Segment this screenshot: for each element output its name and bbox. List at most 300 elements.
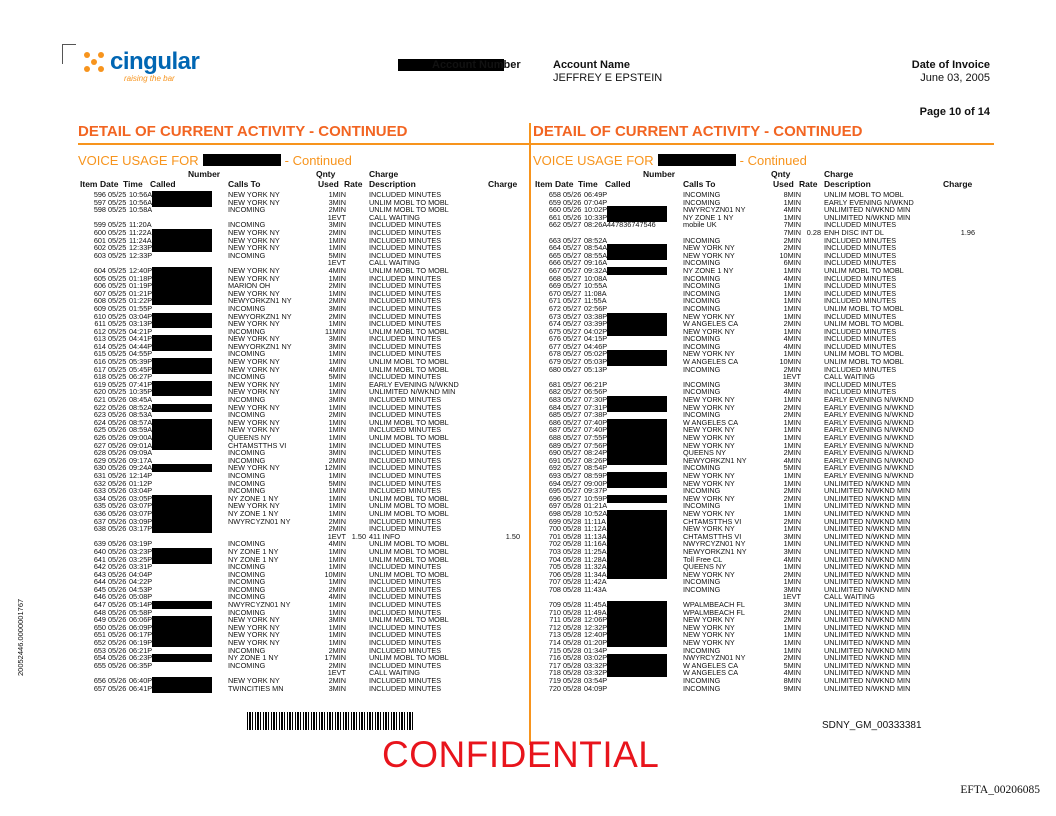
- qty-used: 1MIN: [328, 319, 346, 329]
- calls-to: INCOMING: [683, 334, 721, 344]
- calls-to: NEW YORK NY: [228, 235, 280, 245]
- item-number: 646: [93, 592, 106, 602]
- charge-description: UNLIMITED N/WKND MIN: [824, 205, 911, 215]
- call-date: 05/25: [108, 372, 127, 382]
- call-time: 03:09P: [129, 516, 153, 526]
- qty-used: 3MIN: [328, 341, 346, 351]
- call-time: 03:04P: [129, 486, 153, 496]
- account-number-label: Account Number: [432, 59, 521, 71]
- charge-description: UNLIMITED N/WKND MIN: [824, 600, 911, 610]
- call-date: 05/28: [563, 569, 582, 579]
- call-date: 05/28: [563, 653, 582, 663]
- item-number: 666: [548, 258, 561, 268]
- qty-used: 1MIN: [328, 433, 346, 442]
- call-date: 05/27: [563, 243, 582, 253]
- call-date: 05/25: [108, 190, 127, 199]
- call-date: 05/27: [563, 379, 582, 389]
- calls-to: NEW YORK NY: [228, 676, 280, 685]
- item-number: 661: [548, 212, 561, 222]
- call-date: 05/26: [108, 554, 127, 564]
- item-number: 717: [548, 660, 561, 670]
- call-date: 05/25: [108, 311, 127, 321]
- item-number: 630: [93, 463, 106, 473]
- calls-to: NEWYORKZN1 NY: [683, 455, 747, 465]
- call-date: 05/25: [108, 349, 127, 359]
- call-date: 05/27: [563, 478, 582, 488]
- voice-usage-heading: [78, 153, 539, 167]
- call-time: 08:45A: [129, 395, 153, 405]
- call-date: 05/27: [563, 402, 582, 412]
- call-date: 05/27: [563, 433, 582, 442]
- table-row: [533, 685, 994, 693]
- call-date: 05/25: [108, 205, 127, 215]
- qty-used: 1EVT: [327, 258, 346, 268]
- item-number: 627: [93, 440, 106, 450]
- qty-used: 4MIN: [783, 554, 801, 564]
- charge-description: INCLUDED MINUTES: [369, 273, 442, 283]
- call-time: 01:34P: [584, 645, 608, 655]
- call-date: 05/26: [563, 205, 582, 215]
- call-time: 12:32P: [584, 622, 608, 632]
- item-number: 682: [548, 387, 561, 397]
- calls-to: NEW YORK NY: [228, 273, 280, 283]
- table-header: [533, 169, 994, 191]
- call-time: 10:55A: [584, 281, 608, 291]
- call-time: 09:32A: [584, 265, 608, 275]
- calls-to: INCOMING: [228, 592, 266, 602]
- item-number: 658: [548, 190, 561, 199]
- call-time: 12:40P: [129, 265, 153, 275]
- qty-used: 1MIN: [328, 190, 346, 199]
- charge-description: UNLIMITED N/WKND MIN: [824, 645, 911, 655]
- calls-to: NEW YORK NY: [228, 501, 280, 511]
- header-charge: Charge: [488, 179, 518, 189]
- rate: 1.50: [351, 531, 366, 541]
- call-date: 05/27: [563, 493, 582, 503]
- qty-used: 1MIN: [328, 486, 346, 496]
- calls-to: INCOMING: [683, 410, 721, 420]
- call-time: 03:13P: [129, 319, 153, 329]
- qty-used: 4MIN: [783, 455, 801, 465]
- charge-description: CALL WAITING: [369, 668, 420, 678]
- calls-to: INCOMING: [683, 281, 721, 291]
- charge-description: INCLUDED MINUTES: [369, 600, 442, 610]
- call-time: 09:16A: [584, 258, 608, 268]
- calls-to: CHTAMSTTHS VI: [683, 516, 742, 526]
- charge-description: UNLIMITED N/WKND MIN: [824, 508, 911, 518]
- call-date: 05/25: [108, 235, 127, 245]
- qty-used: 1MIN: [783, 303, 801, 313]
- calls-to: INCOMING: [683, 387, 721, 397]
- call-date: 05/26: [108, 600, 127, 610]
- charge-description: INCLUDED MINUTES: [824, 243, 897, 253]
- detail-column-left: [78, 123, 539, 692]
- qty-used: 8MIN: [783, 190, 801, 199]
- item-number: 689: [548, 440, 561, 450]
- item-number: 654: [93, 653, 106, 663]
- call-date: 05/26: [108, 638, 127, 648]
- calls-to: NY ZONE 1 NY: [683, 212, 734, 222]
- call-time: 07:41P: [129, 379, 153, 389]
- call-time: 06:27P: [129, 372, 153, 382]
- calls-to: NY ZONE 1 NY: [683, 265, 734, 275]
- charge-description: UNLIM MOBL TO MOBL: [369, 508, 449, 518]
- charge-description: INCLUDED MINUTES: [369, 243, 442, 253]
- call-time: 03:38P: [584, 311, 608, 321]
- qty-used: 1MIN: [328, 622, 346, 632]
- calls-to: INCOMING: [228, 303, 266, 313]
- call-time: 06:23P: [129, 653, 153, 663]
- qty-used: 11MIN: [325, 326, 346, 336]
- call-time: 03:39P: [584, 319, 608, 329]
- call-date: 05/25: [108, 273, 127, 283]
- call-time: 03:31P: [129, 562, 153, 572]
- charge-description: UNLIMITED N/WKND MIN: [824, 622, 911, 632]
- item-number: 617: [93, 364, 106, 374]
- call-time: 01:12P: [129, 478, 153, 488]
- item-number: 699: [548, 516, 561, 526]
- call-time: 01:21P: [129, 288, 153, 298]
- qty-used: 3MIN: [328, 334, 346, 344]
- calls-to: INCOMING: [683, 683, 721, 693]
- crop-mark: [62, 44, 76, 64]
- qty-used: 6MIN: [783, 258, 801, 268]
- call-time: 04:15P: [584, 334, 608, 344]
- charge-description: UNLIM MOBL TO MOBL: [824, 357, 904, 367]
- charge-description: UNLIM MOBL TO MOBL: [369, 554, 449, 564]
- item-number: 622: [93, 402, 106, 412]
- call-time: 01:18P: [129, 273, 153, 283]
- call-time: 04:09P: [584, 683, 608, 693]
- calls-to: QUEENS NY: [228, 433, 271, 442]
- call-date: 05/25: [108, 334, 127, 344]
- calls-to: NEW YORK NY: [228, 463, 280, 473]
- calls-to: W ANGELES CA: [683, 660, 739, 670]
- call-date: 05/26: [108, 683, 127, 693]
- call-date: 05/27: [563, 486, 582, 496]
- qty-used: 1MIN: [328, 508, 346, 518]
- call-time: 03:07P: [129, 508, 153, 518]
- item-number: 668: [548, 273, 561, 283]
- call-date: 05/25: [108, 303, 127, 313]
- item-number: 611: [94, 319, 106, 329]
- item-number: 714: [548, 638, 561, 648]
- call-time: 03:04P: [129, 311, 153, 321]
- calls-to: NEWYORKZN1 NY: [228, 341, 292, 351]
- item-number: 648: [93, 607, 106, 617]
- call-time: 04:21P: [129, 326, 153, 336]
- qty-used: 1MIN: [783, 433, 801, 442]
- item-number: 678: [548, 349, 561, 359]
- call-date: 05/27: [563, 220, 582, 230]
- charge-description: INCLUDED MINUTES: [369, 630, 442, 640]
- qty-used: 2MIN: [783, 493, 801, 503]
- qty-used: 1MIN: [783, 577, 801, 587]
- call-date: 05/28: [563, 615, 582, 625]
- item-number: 621: [93, 395, 106, 405]
- qty-used: 1MIN: [328, 470, 346, 480]
- charge-description: UNLIMITED N/WKND MIN: [824, 554, 911, 564]
- call-date: 05/27: [563, 334, 582, 344]
- call-date: 05/26: [108, 493, 127, 503]
- qty-used: 1MIN: [783, 630, 801, 640]
- call-date: 05/27: [563, 319, 582, 329]
- calls-to: INCOMING: [683, 303, 721, 313]
- qty-used: 1MIN: [328, 273, 346, 283]
- qty-used: 2MIN: [328, 311, 346, 321]
- charge-description: INCLUDED MINUTES: [369, 220, 442, 230]
- item-number: 597: [93, 197, 106, 207]
- calls-to: NEW YORK NY: [228, 622, 280, 632]
- charge-description: INCLUDED MINUTES: [369, 607, 442, 617]
- charge-description: CALL WAITING: [369, 212, 420, 222]
- call-date: 05/27: [563, 357, 582, 367]
- charge-description: UNLIMITED N/WKND MIN: [824, 501, 911, 511]
- calls-to: NEW YORK NY: [228, 357, 280, 367]
- item-number: 709: [548, 600, 561, 610]
- qty-used: 4MIN: [328, 265, 346, 275]
- call-time: 04:53P: [129, 584, 153, 594]
- item-number: 633: [93, 486, 106, 496]
- calls-to: NEW YORK NY: [228, 364, 280, 374]
- charge-description: EARLY EVENING N/WKND: [824, 402, 914, 412]
- calls-to: NEW YORK NY: [683, 508, 735, 518]
- item-number: 692: [548, 463, 561, 473]
- call-date: 05/27: [563, 265, 582, 275]
- calls-to: NEW YORK NY: [228, 190, 280, 199]
- qty-used: 1MIN: [783, 638, 801, 648]
- item-number: 686: [548, 417, 561, 427]
- charge-description: UNLIMITED N/WKND MIN: [824, 638, 911, 648]
- call-date: 05/26: [108, 516, 127, 526]
- call-date: 05/26: [108, 660, 127, 670]
- item-number: 671: [548, 296, 561, 306]
- detail-column-right: [533, 123, 994, 692]
- calls-to: NEW YORK NY: [683, 622, 735, 632]
- calls-to: NEW YORK NY: [228, 425, 280, 435]
- calls-to: INCOMING: [228, 448, 266, 458]
- qty-used: 1MIN: [328, 600, 346, 610]
- calls-to: W ANGELES CA: [683, 417, 739, 427]
- barcode: [247, 712, 413, 730]
- charge-description: UNLIMITED N/WKND MIN: [824, 478, 911, 488]
- bates-number: SDNY_GM_00333381: [822, 720, 922, 731]
- call-date: 05/26: [108, 455, 127, 465]
- calls-to: W ANGELES CA: [683, 357, 739, 367]
- charge-description: ENH DISC INT DL: [824, 227, 884, 237]
- item-number: 681: [548, 379, 561, 389]
- qty-used: 17MIN: [324, 653, 346, 663]
- qty-used: 2MIN: [328, 227, 346, 237]
- item-number: 683: [548, 395, 561, 405]
- calls-to: NY ZONE 1 NY: [228, 508, 279, 518]
- call-time: 11:20A: [129, 220, 152, 230]
- qty-used: 1EVT: [782, 372, 801, 382]
- call-time: 09:24A: [129, 463, 153, 473]
- call-date: 05/25: [108, 387, 127, 397]
- calls-to: W ANGELES CA: [683, 319, 739, 329]
- qty-used: 1MIN: [783, 288, 801, 298]
- charge-description: INCLUDED MINUTES: [369, 478, 442, 488]
- number-called: 447836747546: [607, 220, 656, 230]
- charge-description: UNLIM MOBL TO MOBL: [824, 265, 904, 275]
- call-time: 10:02P: [584, 205, 608, 215]
- item-number: 639: [93, 539, 106, 549]
- charge-description: EARLY EVENING N/WKND: [824, 395, 914, 405]
- call-date: 05/27: [563, 341, 582, 351]
- qty-used: 1MIN: [328, 630, 346, 640]
- charge-description: UNLIMITED N/WKND MIN: [369, 387, 456, 397]
- call-date: 05/28: [563, 660, 582, 670]
- item-number: 674: [548, 319, 561, 329]
- charge-description: UNLIM MOBL TO MOBL: [369, 501, 449, 511]
- qty-used: 1EVT: [782, 592, 801, 602]
- cingular-x-icon: [84, 52, 104, 72]
- item-number: 624: [93, 417, 106, 427]
- call-time: 05:08P: [129, 592, 153, 602]
- qty-used: 1MIN: [783, 622, 801, 632]
- calls-to: NWYRCYZN01 NY: [683, 539, 746, 549]
- item-number: 701: [548, 531, 561, 541]
- page-number: Page 10 of 14: [919, 106, 990, 118]
- calls-to: INCOMING: [683, 577, 721, 587]
- item-number: 705: [548, 562, 561, 572]
- charge-description: INCLUDED MINUTES: [369, 486, 442, 496]
- call-date: 05/27: [563, 463, 582, 473]
- calls-to: CHTAMSTTHS VI: [683, 531, 742, 541]
- qty-used: 3MIN: [328, 448, 346, 458]
- calls-to: INCOMING: [683, 645, 721, 655]
- call-date: 05/27: [563, 296, 582, 306]
- qty-used: 3MIN: [328, 197, 346, 207]
- call-date: 05/25: [108, 326, 127, 336]
- account-name-label: Account Name: [553, 59, 631, 71]
- call-time: 01:20P: [584, 638, 608, 648]
- charge-description: INCLUDED MINUTES: [369, 584, 442, 594]
- qty-used: 2MIN: [328, 455, 346, 465]
- qty-used: 3MIN: [328, 303, 346, 313]
- call-date: 05/26: [108, 676, 127, 685]
- item-number: 672: [548, 303, 561, 313]
- charge-description: INCLUDED MINUTES: [369, 470, 442, 480]
- call-time: 11:12A: [584, 524, 607, 534]
- calls-to: INCOMING: [228, 645, 266, 655]
- call-date: 05/25: [108, 250, 127, 260]
- call-date: 05/26: [108, 607, 127, 617]
- call-time: 10:52A: [584, 508, 608, 518]
- qty-used: 1EVT: [327, 668, 346, 678]
- calls-to: INCOMING: [228, 372, 266, 382]
- call-date: 05/25: [108, 227, 127, 237]
- item-number: 693: [548, 470, 561, 480]
- charge-description: UNLIM MOBL TO MOBL: [824, 319, 904, 329]
- item-number: 643: [93, 569, 106, 579]
- charge-description: INCLUDED MINUTES: [369, 334, 442, 344]
- call-date: 05/26: [108, 569, 127, 579]
- call-date: 05/25: [108, 281, 127, 291]
- table-header: [78, 169, 539, 191]
- call-date: 05/25: [108, 197, 127, 207]
- call-date: 05/26: [108, 440, 127, 450]
- charge-description: INCLUDED MINUTES: [824, 334, 897, 344]
- qty-used: 1MIN: [783, 212, 801, 222]
- voice-usage-suffix: - Continued: [739, 153, 807, 168]
- item-number: 632: [93, 478, 106, 488]
- charge-description: EARLY EVENING N/WKND: [824, 425, 914, 435]
- charge-description: INCLUDED MINUTES: [369, 395, 442, 405]
- charge-description: INCLUDED MINUTES: [369, 190, 442, 199]
- item-number: 660: [548, 205, 561, 215]
- call-time: 04:22P: [129, 577, 153, 587]
- calls-to: NEWYORKZN1 NY: [228, 296, 292, 306]
- qty-used: 10MIN: [779, 357, 801, 367]
- qty-used: 1MIN: [783, 508, 801, 518]
- calls-to: INCOMING: [228, 470, 266, 480]
- call-date: 05/25: [108, 220, 127, 230]
- call-time: 11:11A: [584, 516, 607, 526]
- charge-description: INCLUDED MINUTES: [824, 311, 897, 321]
- charge-description: INCLUDED MINUTES: [824, 281, 897, 291]
- call-date: 05/26: [108, 645, 127, 655]
- qty-used: 4MIN: [328, 539, 346, 549]
- qty-used: 1MIN: [328, 425, 346, 435]
- item-number: 638: [93, 524, 106, 534]
- call-time: 05:45P: [129, 364, 153, 374]
- call-date: 05/26: [108, 395, 127, 405]
- calls-to: NEW YORK NY: [228, 334, 280, 344]
- call-date: 05/26: [108, 592, 127, 602]
- calls-to: NEW YORK NY: [228, 243, 280, 253]
- charge-description: INCLUDED MINUTES: [369, 645, 442, 655]
- qty-used: 2MIN: [783, 364, 801, 374]
- call-date: 05/28: [563, 630, 582, 640]
- charge-description: UNLIM MOBL TO MOBL: [369, 364, 449, 374]
- calls-to: INCOMING: [683, 486, 721, 496]
- account-name: JEFFREY E EPSTEIN: [553, 72, 663, 84]
- charge-description: INCLUDED MINUTES: [369, 592, 442, 602]
- charge-description: UNLIMITED N/WKND MIN: [824, 668, 911, 678]
- calls-to: WPALMBEACH FL: [683, 600, 745, 610]
- table-row: [78, 685, 539, 693]
- item-number: 625: [93, 425, 106, 435]
- calls-to: NEW YORK NY: [683, 395, 735, 405]
- qty-used: 1MIN: [328, 357, 346, 367]
- calls-to: INCOMING: [683, 296, 721, 306]
- calls-to: NEW YORK NY: [228, 197, 280, 207]
- calls-to: NEW YORK NY: [228, 638, 280, 648]
- qty-used: 3MIN: [328, 395, 346, 405]
- header-used: Used: [318, 179, 339, 189]
- call-time: 12:14P: [129, 470, 153, 480]
- charge-description: EARLY EVENING N/WKND: [369, 379, 459, 389]
- call-date: 05/26: [108, 562, 127, 572]
- call-date: 05/27: [563, 311, 582, 321]
- qty-used: 2MIN: [783, 235, 801, 245]
- header-charge-top: Charge: [369, 169, 399, 179]
- call-time: 08:52A: [129, 402, 153, 412]
- item-number: 613: [93, 334, 106, 344]
- call-time: 06:56P: [584, 387, 608, 397]
- calls-to: W ANGELES CA: [683, 668, 739, 678]
- calls-to: NEW YORK NY: [228, 615, 280, 625]
- call-date: 05/27: [563, 258, 582, 268]
- charge-description: INCLUDED MINUTES: [369, 463, 442, 473]
- calls-to: NEW YORK NY: [683, 243, 735, 253]
- qty-used: 1MIN: [783, 265, 801, 275]
- call-time: 07:30P: [584, 395, 608, 405]
- call-time: 09:00A: [129, 433, 153, 442]
- call-time: 06:21P: [129, 645, 153, 655]
